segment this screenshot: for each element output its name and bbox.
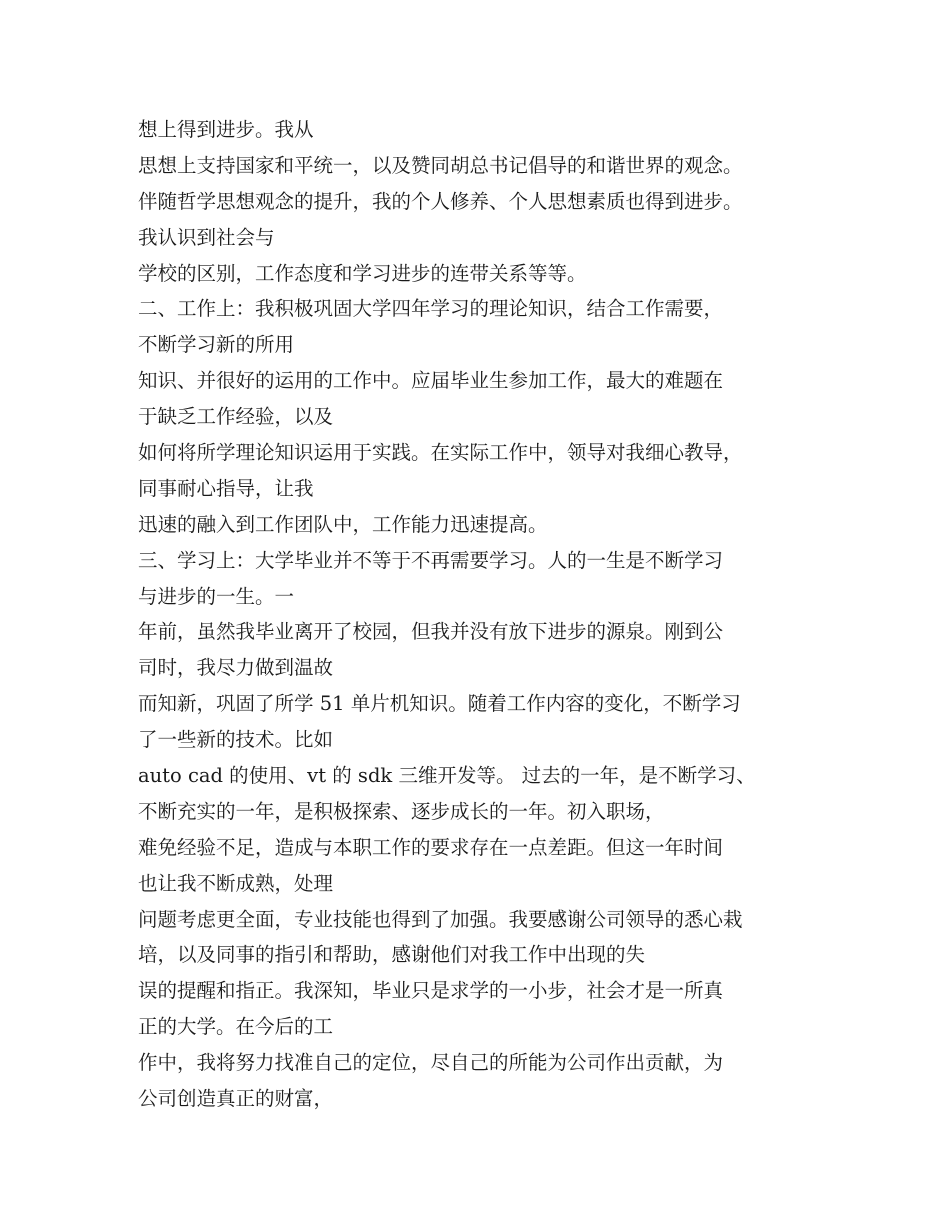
text-line: 公司创造真正的财富，	[138, 1087, 334, 1111]
text-line: 知识、并很好的运用的工作中。应届毕业生参加工作，最大的难题在	[138, 369, 724, 393]
text-line: 想上得到进步。我从	[138, 118, 314, 141]
text-line: 我认识到社会与	[138, 225, 275, 249]
text-line: 不断学习新的所用	[138, 333, 295, 357]
text-line: 司时，我尽力做到温故	[138, 656, 334, 680]
text-line: 思想上支持国家和平统一，以及赞同胡总书记倡导的和谐世界的观念。	[138, 153, 743, 177]
text-line: 作中，我将努力找准自己的定位，尽自己的所能为公司作出贡献，为	[138, 1051, 724, 1075]
text-line: 不断充实的一年，是积极探索、逐步成长的一年。初入职场，	[138, 799, 665, 823]
text-line: 学校的区别，工作态度和学习进步的连带关系等等。	[138, 261, 587, 285]
text-line: 培，以及同事的指引和帮助，感谢他们对我工作中出现的失	[138, 943, 646, 967]
text-line: auto cad 的使用、vt 的 sdk 三维开发等。 过去的一年，是不断学习、	[138, 764, 756, 788]
text-line: 伴随哲学思想观念的提升，我的个人修养、个人思想素质也得到进步。	[138, 189, 743, 213]
text-line: 而知新，巩固了所学 51 单片机知识。随着工作内容的变化，不断学习	[138, 692, 741, 716]
text-line: 问题考虑更全面，专业技能也得到了加强。我要感谢公司领导的悉心栽	[138, 907, 743, 931]
text-line: 正的大学。在今后的工	[138, 1015, 334, 1039]
body-text	[138, 112, 838, 1117]
text-line: 如何将所学理论知识运用于实践。在实际工作中，领导对我细心教导，	[138, 441, 743, 465]
text-line: 与进步的一生。一	[138, 584, 295, 608]
text-line: 也让我不断成熟，处理	[138, 871, 334, 895]
text-line: 同事耐心指导，让我	[138, 476, 314, 500]
text-line: 二、工作上：我积极巩固大学四年学习的理论知识，结合工作需要，	[138, 297, 724, 321]
text-line: 于缺乏工作经验，以及	[138, 405, 334, 429]
text-line: 误的提醒和指正。我深知，毕业只是求学的一小步，社会才是一所真	[138, 979, 724, 1003]
text-line: 年前，虽然我毕业离开了校园，但我并没有放下进步的源泉。刚到公	[138, 620, 724, 644]
text-line: 三、学习上：大学毕业并不等于不再需要学习。人的一生是不断学习	[138, 548, 724, 572]
text-line: 迅速的融入到工作团队中，工作能力迅速提高。	[138, 512, 548, 536]
text-line: 了一些新的技术。比如	[138, 728, 334, 752]
text-line: 难免经验不足，造成与本职工作的要求存在一点差距。但这一年时间	[138, 835, 724, 859]
